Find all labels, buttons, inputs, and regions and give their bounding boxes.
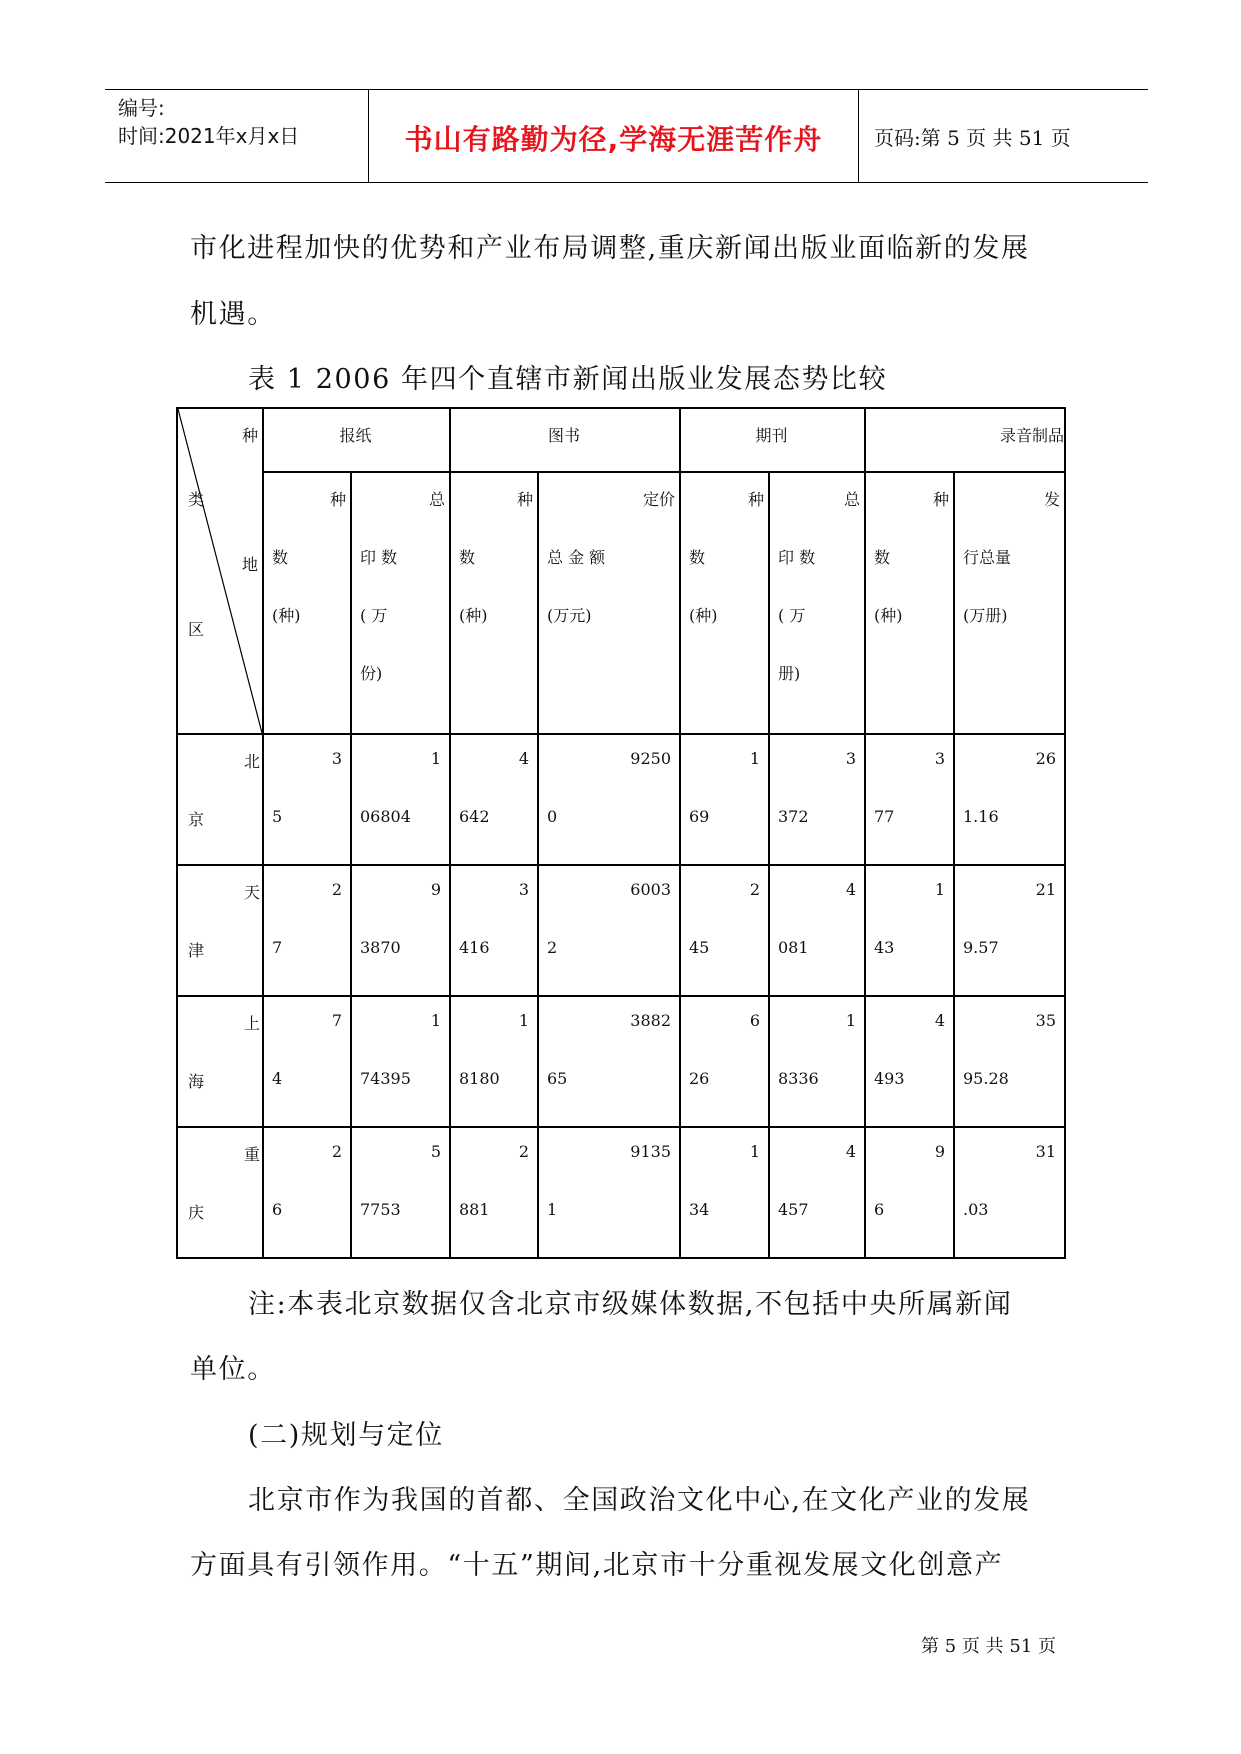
table-cell: 95.28 (963, 1069, 1009, 1088)
table-cell: 65 (547, 1069, 568, 1088)
table-cell: 1 (518, 1011, 529, 1030)
table-subheader: (万元) (547, 606, 592, 625)
table-subheader: (万册) (963, 606, 1008, 625)
code-label: 编号: (118, 96, 165, 120)
table-subheader: 总 金 额 (547, 548, 606, 567)
table-cell: 2 (331, 1142, 342, 1161)
table-cell: 3 (845, 749, 856, 768)
table-subheader: 种 (329, 490, 346, 509)
table-cell: 8336 (778, 1069, 819, 1088)
table-cell: 69 (689, 807, 710, 826)
table-cell: .03 (963, 1200, 989, 1219)
table-group-header: 报纸 (339, 426, 372, 445)
table-cell: 21 (1035, 880, 1056, 899)
table-cell: 4 (845, 1142, 856, 1161)
table-note: 单位。 (190, 1354, 276, 1385)
table-cell: 9135 (630, 1142, 671, 1161)
table-rule (176, 864, 1064, 866)
table-cell: 4 (934, 1011, 945, 1030)
table-subheader: 数 (272, 548, 289, 567)
table-cell: 642 (459, 807, 490, 826)
table-cell: 6003 (630, 880, 671, 899)
table-cell: 416 (459, 938, 490, 957)
header-motto-cell (369, 90, 859, 182)
table-cell: 3870 (360, 938, 401, 957)
table-rule (537, 471, 539, 1257)
table-rule (953, 471, 955, 1257)
paragraph-line: 北京市作为我国的首都、全国政治文化中心,在文化产业的发展 (248, 1485, 1031, 1516)
region-label: 津 (188, 941, 205, 960)
table-cell: 45 (689, 938, 710, 957)
table-cell: 457 (778, 1200, 809, 1219)
table-cell: 6 (272, 1200, 283, 1219)
section-title: (二)规划与定位 (248, 1420, 444, 1451)
table-cell: 4 (518, 749, 529, 768)
header-page-cell (860, 90, 1148, 182)
region-label: 京 (188, 810, 205, 829)
paragraph-line: 方面具有引领作用。“十五”期间,北京市十分重视发展文化创意产 (190, 1550, 1004, 1581)
table-cell: 081 (778, 938, 809, 957)
table-subheader: 份) (360, 664, 383, 683)
motto: 书山有路勤为径,学海无涯苦作舟 (404, 123, 823, 156)
table-cell: 31 (1035, 1142, 1056, 1161)
table-cell: 0 (547, 807, 558, 826)
table-cell: 1 (547, 1200, 558, 1219)
table-cell: 1 (430, 749, 441, 768)
table-cell: 1 (430, 1011, 441, 1030)
table-subheader: 行总量 (963, 548, 1012, 567)
table-rule (449, 407, 451, 1257)
table-cell: 1 (845, 1011, 856, 1030)
table-subheader: 数 (459, 548, 476, 567)
table-cell: 3882 (630, 1011, 671, 1030)
table-group-header: 录音制品 (999, 426, 1064, 445)
table-subheader: 册) (778, 664, 801, 683)
data-table (176, 407, 1064, 1257)
table-rule (176, 1257, 1064, 1259)
corner-label: 地 (242, 555, 259, 574)
table-cell: 6 (874, 1200, 885, 1219)
header-meta (105, 90, 369, 182)
table-cell: 372 (778, 807, 809, 826)
table-cell: 9 (430, 880, 441, 899)
table-subheader: 种 (516, 490, 533, 509)
table-subheader: 定价 (642, 490, 675, 509)
table-subheader: 数 (689, 548, 706, 567)
region-label: 上 (244, 1014, 261, 1033)
paragraph-line: 机遇。 (190, 299, 276, 330)
table-rule (262, 407, 264, 1257)
table-cell: 2 (331, 880, 342, 899)
table-rule (864, 407, 866, 1257)
table-cell: 1 (749, 1142, 760, 1161)
table-cell: 5 (430, 1142, 441, 1161)
table-subheader: ( 万 (360, 606, 388, 625)
region-label: 庆 (188, 1203, 205, 1222)
table-cell: 35 (1035, 1011, 1056, 1030)
table-cell: 43 (874, 938, 895, 957)
table-subheader: 数 (874, 548, 891, 567)
page-label: 页码:第 5 页 共 51 页 (874, 126, 1071, 150)
table-group-header: 期刊 (755, 426, 788, 445)
table-subheader: (种) (689, 606, 718, 625)
table-subheader: (种) (459, 606, 488, 625)
table-cell: 8180 (459, 1069, 500, 1088)
table-rule (176, 995, 1064, 997)
table-cell: 2 (547, 938, 558, 957)
table-cell: 1 (934, 880, 945, 899)
table-subheader: ( 万 (778, 606, 806, 625)
table-cell: 7 (272, 938, 283, 957)
table-cell: 26 (689, 1069, 710, 1088)
table-rule (176, 407, 1064, 409)
time-label: 时间:2021年x月x日 (118, 124, 300, 148)
table-cell: 7753 (360, 1200, 401, 1219)
table-cell: 77 (874, 807, 895, 826)
table-cell: 9250 (630, 749, 671, 768)
table-cell: 3 (934, 749, 945, 768)
table-cell: 3 (331, 749, 342, 768)
table-rule (350, 471, 352, 1257)
table-rule (768, 471, 770, 1257)
paragraph-line: 市化进程加快的优势和产业布局调整,重庆新闻出版业面临新的发展 (190, 233, 1030, 264)
table-cell: 7 (331, 1011, 342, 1030)
table-cell: 34 (689, 1200, 710, 1219)
table-cell: 2 (749, 880, 760, 899)
table-cell: 06804 (360, 807, 411, 826)
region-label: 天 (244, 883, 261, 902)
table-rule (176, 733, 1064, 735)
corner-label: 区 (188, 620, 205, 639)
table-cell: 2 (518, 1142, 529, 1161)
table-subheader: (种) (874, 606, 903, 625)
table-cell: 1 (749, 749, 760, 768)
corner-label: 种 (242, 426, 259, 445)
table-rule (1064, 407, 1066, 1259)
table-subheader: 种 (932, 490, 949, 509)
table-subheader: 印 数 (778, 548, 816, 567)
table-subheader: 总 (843, 490, 860, 509)
table-subheader: 总 (428, 490, 445, 509)
footer-page-number: 第 5 页 共 51 页 (921, 1636, 1056, 1657)
table-cell: 9 (934, 1142, 945, 1161)
table-cell: 4 (272, 1069, 283, 1088)
table-subheader: (种) (272, 606, 301, 625)
table-cell: 6 (749, 1011, 760, 1030)
region-label: 重 (244, 1145, 261, 1164)
page-header (105, 89, 1148, 183)
region-label: 海 (188, 1072, 205, 1091)
table-cell: 493 (874, 1069, 905, 1088)
table-subheader: 发 (1043, 490, 1060, 509)
table-subheader: 印 数 (360, 548, 398, 567)
table-rule (679, 407, 681, 1257)
table-group-header: 图书 (547, 426, 580, 445)
table-subheader: 种 (747, 490, 764, 509)
table-rule (262, 471, 1064, 473)
table-cell: 881 (459, 1200, 490, 1219)
table-cell: 1.16 (963, 807, 999, 826)
table-rule (176, 1126, 1064, 1128)
corner-label: 类 (188, 490, 205, 509)
table-cell: 4 (845, 880, 856, 899)
table-cell: 74395 (360, 1069, 411, 1088)
region-label: 北 (244, 752, 261, 771)
table-cell: 9.57 (963, 938, 999, 957)
table-cell: 5 (272, 807, 283, 826)
table-caption: 表 1 2006 年四个直辖市新闻出版业发展态势比较 (248, 364, 888, 395)
table-cell: 26 (1035, 749, 1056, 768)
table-cell: 3 (518, 880, 529, 899)
table-note: 注:本表北京数据仅含北京市级媒体数据,不包括中央所属新闻 (248, 1289, 1013, 1320)
